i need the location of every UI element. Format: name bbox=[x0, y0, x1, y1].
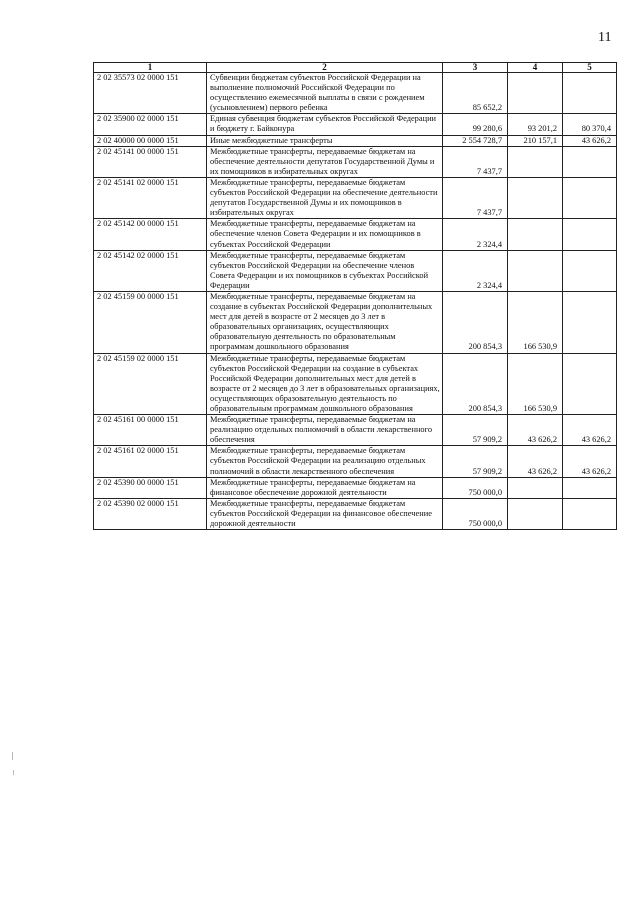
amount-col-4-cell bbox=[508, 177, 563, 218]
table-row bbox=[94, 250, 617, 291]
budget-code-cell: 2 02 35573 02 0000 151 bbox=[94, 73, 207, 114]
amount-col-5-cell bbox=[563, 219, 617, 250]
amount-col-3-cell: 200 854,3 bbox=[443, 291, 508, 353]
description-cell: Межбюджетные трансферты, передаваемые бюджетам субъектов Российской Федерации на создание в субъектах Российской Федерации дополнительных мест для детей в возрасте от 2 месяцев до 3 лет в образовательных организациях, осуществляющих образовательную деятельность по образовательным программам дошкольного образования bbox=[207, 353, 443, 415]
description-cell: Межбюджетные трансферты, передаваемые бюджетам на реализацию отдельных полномочий в области лекарственного обеспечения bbox=[207, 415, 443, 446]
amount-col-5-cell bbox=[563, 498, 617, 529]
amount-col-5-cell: 43 626,2 bbox=[563, 135, 617, 146]
amount-col-3-cell: 7 437,7 bbox=[443, 177, 508, 218]
table-header bbox=[94, 63, 617, 73]
scan-mark bbox=[13, 770, 14, 775]
description-cell: Межбюджетные трансферты, передаваемые бюджетам субъектов Российской Федерации на обеспечение членов Совета Федерации и их помощников в субъектах Российской Федерации bbox=[207, 250, 443, 291]
amount-col-4-cell: 93 201,2 bbox=[508, 114, 563, 135]
amount-col-3-cell: 2 324,4 bbox=[443, 250, 508, 291]
amount-col-3-cell: 7 437,7 bbox=[443, 146, 508, 177]
amount-col-4-cell bbox=[508, 146, 563, 177]
amount-col-4-cell: 43 626,2 bbox=[508, 446, 563, 477]
description-cell: Иные межбюджетные трансферты bbox=[207, 135, 443, 146]
budget-code-cell: 2 02 45159 02 0000 151 bbox=[94, 353, 207, 415]
header-col-5: 5 bbox=[563, 63, 617, 73]
budget-code-cell: 2 02 45390 00 0000 151 bbox=[94, 477, 207, 498]
budget-code-cell: 2 02 45142 00 0000 151 bbox=[94, 219, 207, 250]
table-row bbox=[94, 291, 617, 353]
amount-col-4-cell: 166 530,9 bbox=[508, 291, 563, 353]
amount-col-3-cell: 750 000,0 bbox=[443, 477, 508, 498]
amount-col-5-cell bbox=[563, 477, 617, 498]
description-cell: Межбюджетные трансферты, передаваемые бюджетам на создание в субъектах Российской Федерации дополнительных мест для детей в возрасте от 2 месяцев до 3 лет в образовательных организациях, осуществляющих образовательную деятельность по образовательным программам дошкольного образования bbox=[207, 291, 443, 353]
amount-col-5-cell bbox=[563, 353, 617, 415]
header-col-2: 2 bbox=[207, 63, 443, 73]
table-row bbox=[94, 146, 617, 177]
table-row bbox=[94, 114, 617, 135]
amount-col-4-cell: 43 626,2 bbox=[508, 415, 563, 446]
header-col-1: 1 bbox=[94, 63, 207, 73]
table-row bbox=[94, 353, 617, 415]
amount-col-5-cell bbox=[563, 291, 617, 353]
budget-table bbox=[93, 62, 617, 530]
amount-col-5-cell: 43 626,2 bbox=[563, 415, 617, 446]
budget-code-cell: 2 02 45161 02 0000 151 bbox=[94, 446, 207, 477]
amount-col-3-cell: 57 909,2 bbox=[443, 446, 508, 477]
amount-col-4-cell bbox=[508, 498, 563, 529]
budget-code-cell: 2 02 45161 00 0000 151 bbox=[94, 415, 207, 446]
header-col-3: 3 bbox=[443, 63, 508, 73]
amount-col-5-cell: 80 370,4 bbox=[563, 114, 617, 135]
table-row bbox=[94, 446, 617, 477]
description-cell: Межбюджетные трансферты, передаваемые бюджетам субъектов Российской Федерации на финансовое обеспечение дорожной деятельности bbox=[207, 498, 443, 529]
description-cell: Межбюджетные трансферты, передаваемые бюджетам субъектов Российской Федерации на реализацию отдельных полномочий в области лекарственного обеспечения bbox=[207, 446, 443, 477]
table-row bbox=[94, 415, 617, 446]
budget-code-cell: 2 02 45142 02 0000 151 bbox=[94, 250, 207, 291]
amount-col-3-cell: 85 652,2 bbox=[443, 73, 508, 114]
budget-code-cell: 2 02 45159 00 0000 151 bbox=[94, 291, 207, 353]
amount-col-3-cell: 99 280,6 bbox=[443, 114, 508, 135]
amount-col-4-cell: 210 157,1 bbox=[508, 135, 563, 146]
description-cell: Межбюджетные трансферты, передаваемые бюджетам на финансовое обеспечение дорожной деятельности bbox=[207, 477, 443, 498]
amount-col-5-cell bbox=[563, 177, 617, 218]
amount-col-4-cell bbox=[508, 250, 563, 291]
budget-code-cell: 2 02 35900 02 0000 151 bbox=[94, 114, 207, 135]
budget-code-cell: 2 02 45390 02 0000 151 bbox=[94, 498, 207, 529]
amount-col-3-cell: 2 554 728,7 bbox=[443, 135, 508, 146]
amount-col-5-cell bbox=[563, 250, 617, 291]
amount-col-4-cell bbox=[508, 73, 563, 114]
description-cell: Межбюджетные трансферты, передаваемые бюджетам на обеспечение деятельности депутатов Государственной Думы и их помощников в избирательных округах bbox=[207, 146, 443, 177]
table-row bbox=[94, 498, 617, 529]
table-row bbox=[94, 177, 617, 218]
amount-col-5-cell: 43 626,2 bbox=[563, 446, 617, 477]
table-row bbox=[94, 219, 617, 250]
table-row bbox=[94, 477, 617, 498]
amount-col-4-cell bbox=[508, 219, 563, 250]
amount-col-3-cell: 57 909,2 bbox=[443, 415, 508, 446]
amount-col-4-cell bbox=[508, 477, 563, 498]
description-cell: Субвенции бюджетам субъектов Российской Федерации на выполнение полномочий Российской Федерации по осуществлению ежемесячной выплаты в связи с рождением (усыновлением) первого ребенка bbox=[207, 73, 443, 114]
header-col-4: 4 bbox=[508, 63, 563, 73]
table-row bbox=[94, 73, 617, 114]
amount-col-4-cell: 166 530,9 bbox=[508, 353, 563, 415]
amount-col-5-cell bbox=[563, 73, 617, 114]
budget-table-container bbox=[93, 62, 617, 530]
page-number: 11 bbox=[598, 30, 612, 45]
description-cell: Единая субвенция бюджетам субъектов Российской Федерации и бюджету г. Байконура bbox=[207, 114, 443, 135]
amount-col-5-cell bbox=[563, 146, 617, 177]
description-cell: Межбюджетные трансферты, передаваемые бюджетам субъектов Российской Федерации на обеспечение деятельности депутатов Государственной Думы и их помощников в избирательных округах bbox=[207, 177, 443, 218]
amount-col-3-cell: 200 854,3 bbox=[443, 353, 508, 415]
budget-code-cell: 2 02 40000 00 0000 151 bbox=[94, 135, 207, 146]
amount-col-3-cell: 2 324,4 bbox=[443, 219, 508, 250]
budget-code-cell: 2 02 45141 00 0000 151 bbox=[94, 146, 207, 177]
description-cell: Межбюджетные трансферты, передаваемые бюджетам на обеспечение членов Совета Федерации и их помощников в субъектах Российской Федерации bbox=[207, 219, 443, 250]
amount-col-3-cell: 750 000,0 bbox=[443, 498, 508, 529]
table-row bbox=[94, 135, 617, 146]
scan-mark bbox=[12, 752, 13, 760]
budget-code-cell: 2 02 45141 02 0000 151 bbox=[94, 177, 207, 218]
